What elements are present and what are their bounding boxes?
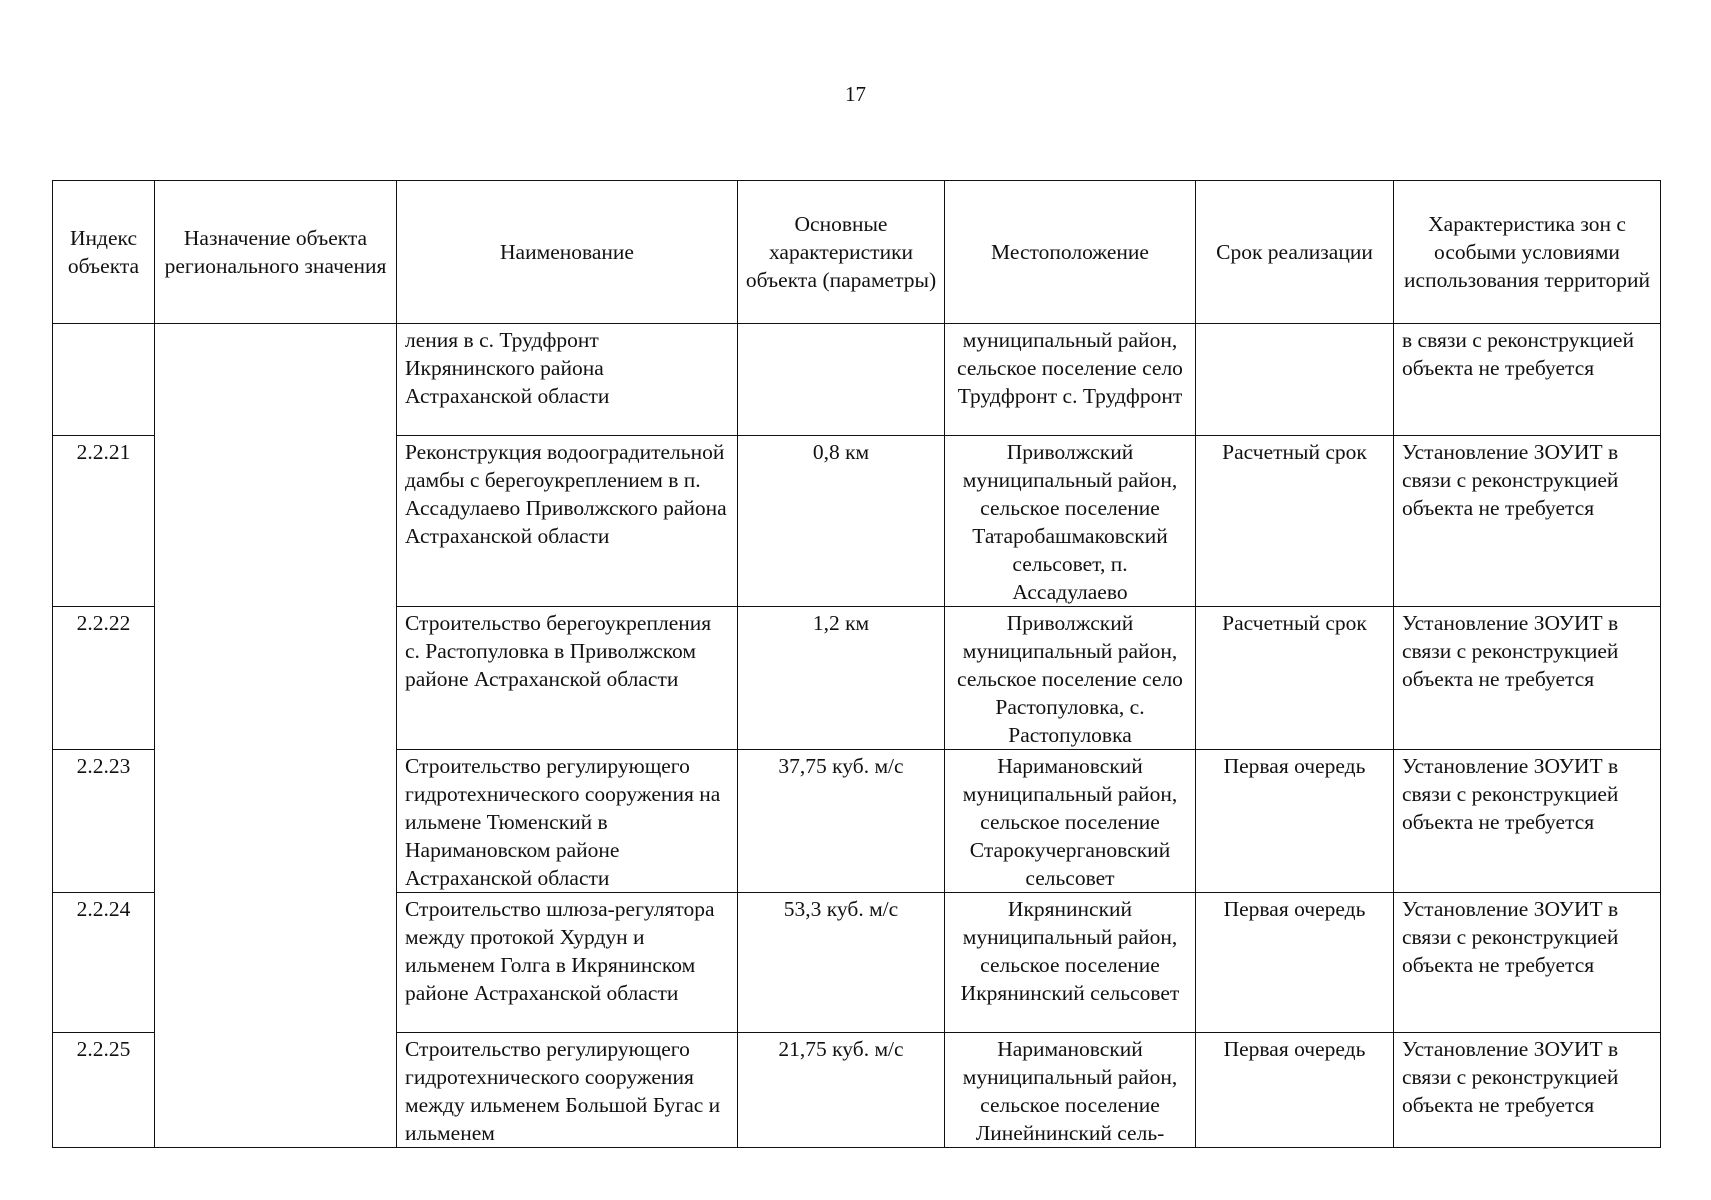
- cell-index: 2.2.22: [53, 607, 155, 750]
- cell-name: Строительство регулирующего гидротехнического сооружения между ильменем Большой Бугас и ильменем: [397, 1033, 738, 1148]
- cell-location: Приволжский муниципальный район, сельское поселение Татаробашмаковский сельсовет, п. Ассадулаево: [945, 436, 1196, 607]
- header-index: Индекс объекта: [53, 181, 155, 324]
- cell-purpose: [155, 324, 397, 1148]
- cell-location: Наримановский муниципальный район, сельское поселение Старокучергановский сельсовет: [945, 750, 1196, 893]
- cell-term: Расчетный срок: [1196, 607, 1394, 750]
- cell-params: 1,2 км: [738, 607, 945, 750]
- cell-index: 2.2.24: [53, 893, 155, 1033]
- table-row: [53, 324, 1661, 436]
- cell-index: 2.2.21: [53, 436, 155, 607]
- cell-location: Приволжский муниципальный район, сельское поселение село Растопуловка, с. Растопуловка: [945, 607, 1196, 750]
- table-header-row: [53, 181, 1661, 324]
- page-number: 17: [845, 82, 866, 106]
- cell-name: Строительство шлюза-регулятора между протокой Хурдун и ильменем Голга в Икрянинском районе Астраханской области: [397, 893, 738, 1033]
- cell-params: 37,75 куб. м/с: [738, 750, 945, 893]
- cell-name: ления в с. Трудфронт Икрянинского района Астраханской области: [397, 324, 738, 436]
- cell-term: Первая очередь: [1196, 1033, 1394, 1148]
- cell-index: [53, 324, 155, 436]
- header-purpose: Назначение объекта регионального значения: [155, 181, 397, 324]
- cell-location: муниципальный район, сельское поселение село Трудфронт с. Трудфронт: [945, 324, 1196, 436]
- objects-table: [52, 180, 1661, 1148]
- cell-term: Первая очередь: [1196, 750, 1394, 893]
- header-location: Местоположение: [945, 181, 1196, 324]
- cell-term: Первая очередь: [1196, 893, 1394, 1033]
- header-term: Срок реализации: [1196, 181, 1394, 324]
- cell-index: 2.2.25: [53, 1033, 155, 1148]
- cell-params: 21,75 куб. м/с: [738, 1033, 945, 1148]
- cell-params: [738, 324, 945, 436]
- cell-params: 53,3 куб. м/с: [738, 893, 945, 1033]
- cell-location: Икрянинский муниципальный район, сельское поселение Икрянинский сельсовет: [945, 893, 1196, 1033]
- cell-term: [1196, 324, 1394, 436]
- header-zones: Характеристика зон с особыми условиями использования территорий: [1394, 181, 1661, 324]
- header-params: Основные характеристики объекта (параметры): [738, 181, 945, 324]
- cell-term: Расчетный срок: [1196, 436, 1394, 607]
- cell-name: Строительство регулирующего гидротехнического сооружения на ильмене Тюменский в Наримановском районе Астраханской области: [397, 750, 738, 893]
- cell-zones: Установление ЗОУИТ в связи с реконструкцией объекта не требуется: [1394, 436, 1661, 607]
- cell-name: Реконструкция водооградительной дамбы с берегоукреплением в п. Ассадулаево Приволжского района Астраханской области: [397, 436, 738, 607]
- cell-name: Строительство берегоукрепления с. Растопуловка в Приволжском районе Астраханской области: [397, 607, 738, 750]
- header-name: Наименование: [397, 181, 738, 324]
- cell-zones: Установление ЗОУИТ в связи с реконструкцией объекта не требуется: [1394, 750, 1661, 893]
- cell-zones: Установление ЗОУИТ в связи с реконструкцией объекта не требуется: [1394, 893, 1661, 1033]
- cell-zones: в связи с реконструкцией объекта не требуется: [1394, 324, 1661, 436]
- cell-zones: Установление ЗОУИТ в связи с реконструкцией объекта не требуется: [1394, 607, 1661, 750]
- cell-index: 2.2.23: [53, 750, 155, 893]
- cell-zones: Установление ЗОУИТ в связи с реконструкцией объекта не требуется: [1394, 1033, 1661, 1148]
- cell-location: Наримановский муниципальный район, сельское поселение Линейнинский сель-: [945, 1033, 1196, 1148]
- cell-params: 0,8 км: [738, 436, 945, 607]
